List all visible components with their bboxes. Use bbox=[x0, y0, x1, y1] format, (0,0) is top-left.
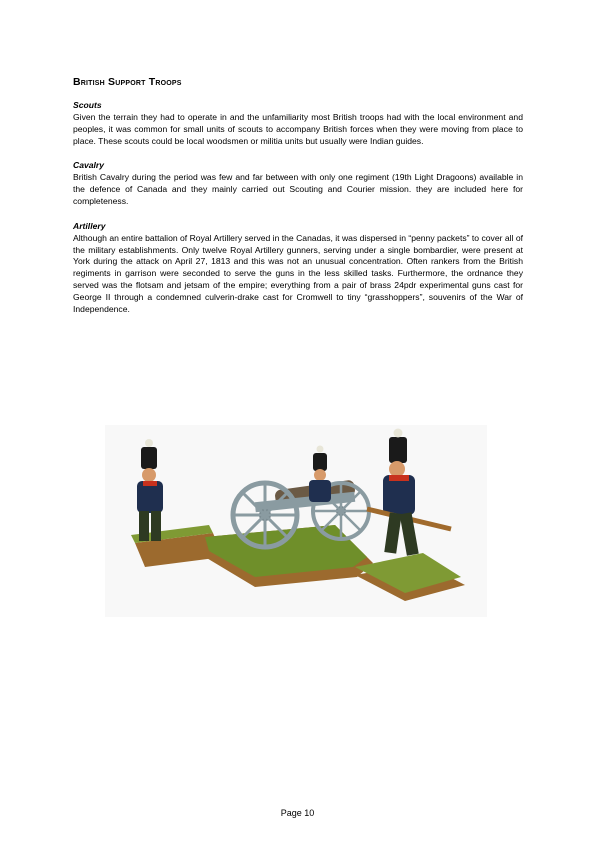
section-body: British Cavalry during the period was few and far between with only one regiment (19th Light Dragoons) available in the defence of Canada and they mainly carried out Scouting and Courier mission. they are included here for completeness. bbox=[73, 172, 523, 206]
section-scouts bbox=[73, 100, 523, 147]
artilleryman-middle bbox=[309, 446, 331, 503]
section-artillery bbox=[73, 221, 523, 316]
page-heading: British Support Troops bbox=[73, 76, 182, 88]
section-body: Given the terrain they had to operate in and the unfamiliarity most British troops had with the local environment and peoples, it was common for small units of scouts to accompany British forces when they were moving from place to place. These scouts could be local woodsmen or militia units but usually were Indian guides. bbox=[73, 112, 523, 146]
miniatures-illustration bbox=[105, 425, 487, 617]
section-title: Cavalry bbox=[73, 160, 105, 171]
page-number: Page 10 bbox=[280, 808, 315, 818]
section-cavalry bbox=[73, 160, 523, 207]
artilleryman-right bbox=[367, 429, 451, 556]
section-title: Artillery bbox=[73, 220, 106, 231]
section-body: Although an entire battalion of Royal Artillery served in the Canadas, it was dispersed in “penny packets” to cover all of the military establishments. Only twelve Royal Artillery gunners, serving under a single bombardier, were present at York during the attack on April 27, 1813 and this was not an unusual concentration. Often rankers from the British regiments in garrison were seconded to serve the guns in the less skilled tasks. Furthermore, the ordnance they served was the flotsam and jetsam of the empire; everything from a pair of brass 24pdr experimental guns cast for George II through a condemned culverin-drake cast for Cromwell to tiny “grasshoppers”, souvenirs of the War of Independence. bbox=[73, 232, 523, 314]
artilleryman-left bbox=[137, 439, 163, 541]
section-title: Scouts bbox=[73, 100, 102, 110]
text-column bbox=[73, 76, 523, 328]
artillery-miniatures-photo bbox=[105, 425, 487, 617]
